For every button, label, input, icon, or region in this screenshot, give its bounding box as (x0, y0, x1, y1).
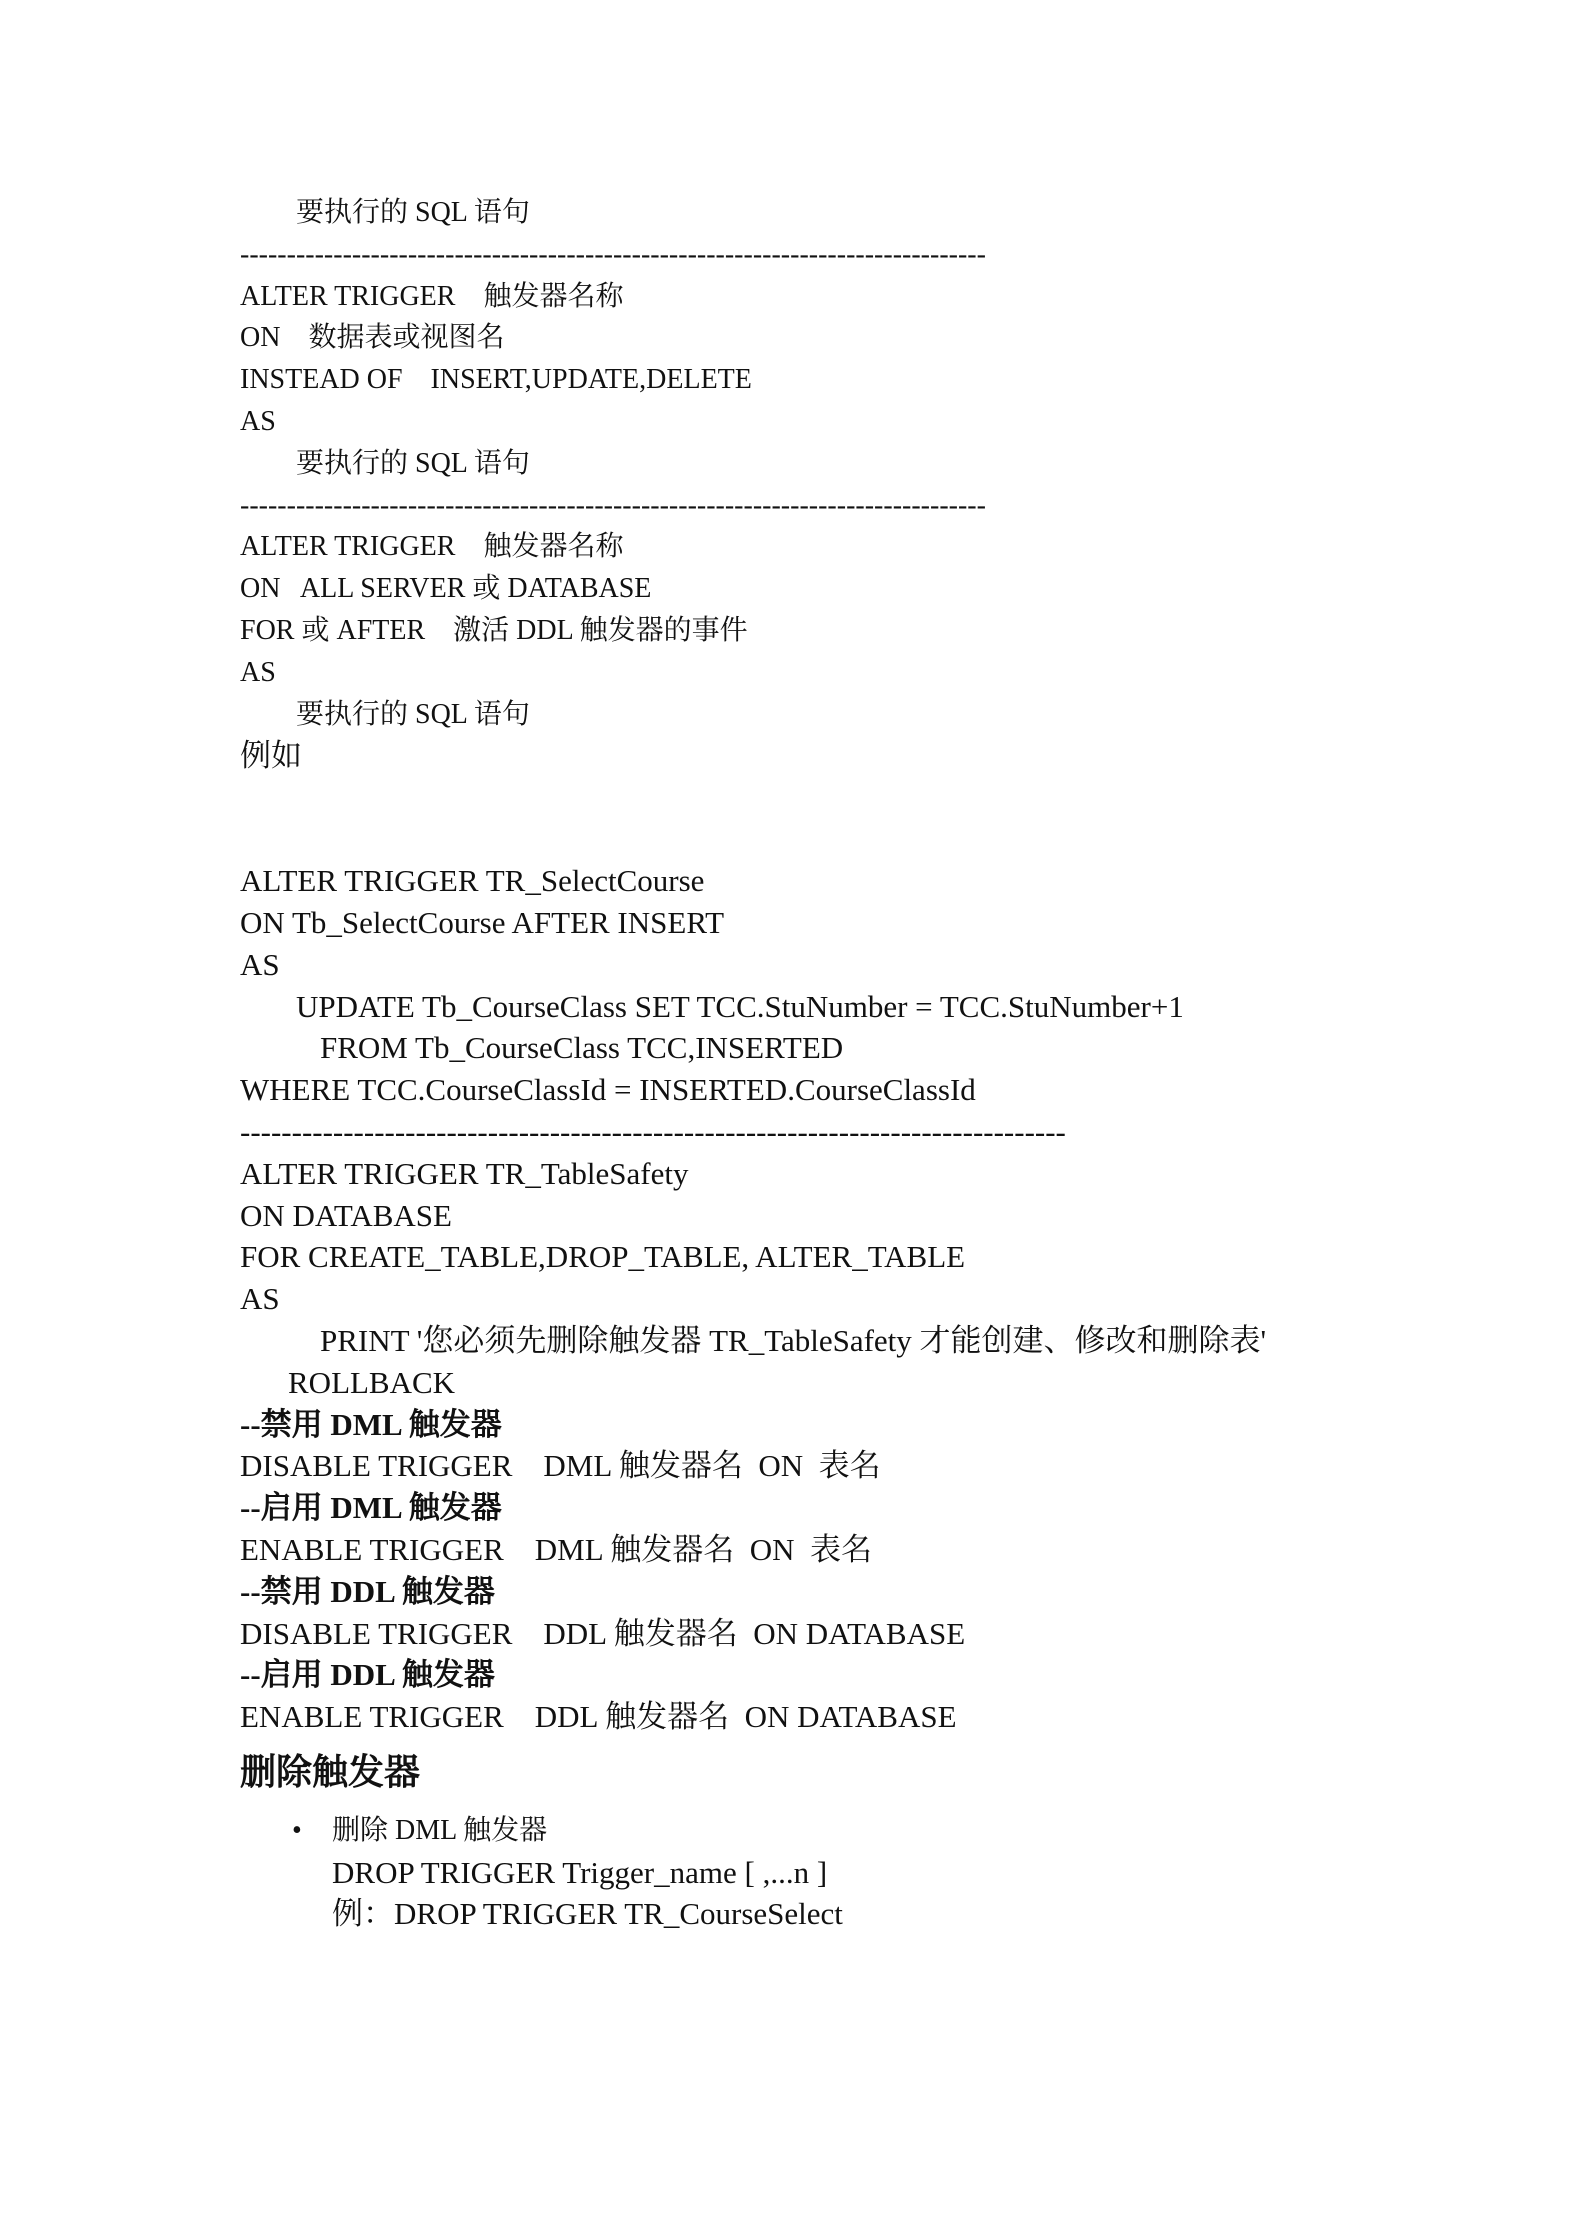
separator-line: -------------------------------------------------------------------------------- (240, 238, 986, 270)
comment-line: --启用 DDL 触发器 (240, 1657, 495, 1693)
code-line: ON 数据表或视图名 (240, 322, 505, 354)
code-line: ON Tb_SelectCourse AFTER INSERT (240, 904, 725, 940)
comment-line: --禁用 DML 触发器 (240, 1406, 502, 1442)
bullet-list (240, 1810, 1400, 1935)
bullet-icon: • (292, 1814, 302, 1846)
code-line: DROP TRIGGER Trigger_name [ ,...n ] (332, 1854, 828, 1890)
code-line: DISABLE TRIGGER DDL 触发器名 ON DATABASE (240, 1615, 966, 1651)
code-line: WHERE TCC.CourseClassId = INSERTED.CourseClassId (240, 1072, 976, 1108)
comment-line: --启用 DML 触发器 (240, 1490, 502, 1526)
separator-line: -------------------------------------------------------------------------------- (240, 489, 986, 521)
code-line: FROM Tb_CourseClass TCC,INSERTED (320, 1030, 844, 1066)
separator-line: -------------------------------------------------------------------------------- (240, 1113, 1066, 1149)
list-item (292, 1810, 1400, 1852)
code-line: 例：DROP TRIGGER TR_CourseSelect (332, 1896, 843, 1932)
code-line: AS (240, 656, 276, 688)
code-line: AS (240, 1281, 280, 1317)
blank-space (240, 777, 1400, 860)
code-line: ENABLE TRIGGER DML 触发器名 ON 表名 (240, 1531, 873, 1567)
list-item-title: 删除 DML 触发器 (332, 1814, 548, 1846)
code-line: AS (240, 946, 280, 982)
code-line: ALTER TRIGGER TR_SelectCourse (240, 863, 705, 899)
comment-line: --禁用 DDL 触发器 (240, 1573, 495, 1609)
code-line: ALTER TRIGGER TR_TableSafety (240, 1155, 689, 1191)
section-heading: 删除触发器 (240, 1751, 421, 1792)
code-line: UPDATE Tb_CourseClass SET TCC.StuNumber = TCC.StuNumber+1 (296, 988, 1184, 1024)
code-line: FOR CREATE_TABLE,DROP_TABLE, ALTER_TABLE (240, 1239, 966, 1275)
code-line: ALTER TRIGGER 触发器名称 (240, 280, 624, 312)
code-line: FOR 或 AFTER 激活 DDL 触发器的事件 (240, 614, 748, 646)
code-line: 要执行的 SQL 语句 (296, 698, 530, 730)
code-line: 要执行的 SQL 语句 (296, 447, 530, 479)
code-line: 要执行的 SQL 语句 (296, 197, 530, 228)
example-label: 例如 (240, 738, 302, 774)
code-line: PRINT '您必须先删除触发器 TR_TableSafety 才能创建、修改和删除表' (320, 1322, 1267, 1358)
code-line: ALTER TRIGGER 触发器名称 (240, 531, 624, 563)
code-line: ROLLBACK (288, 1364, 456, 1400)
code-line: DISABLE TRIGGER DML 触发器名 ON 表名 (240, 1448, 881, 1484)
code-line: INSTEAD OF INSERT,UPDATE,DELETE (240, 364, 752, 396)
document-page (240, 192, 1400, 1935)
code-line: AS (240, 405, 276, 437)
code-line: ENABLE TRIGGER DDL 触发器名 ON DATABASE (240, 1699, 957, 1735)
code-line: ON ALL SERVER 或 DATABASE (240, 573, 652, 605)
code-line: ON DATABASE (240, 1197, 452, 1233)
